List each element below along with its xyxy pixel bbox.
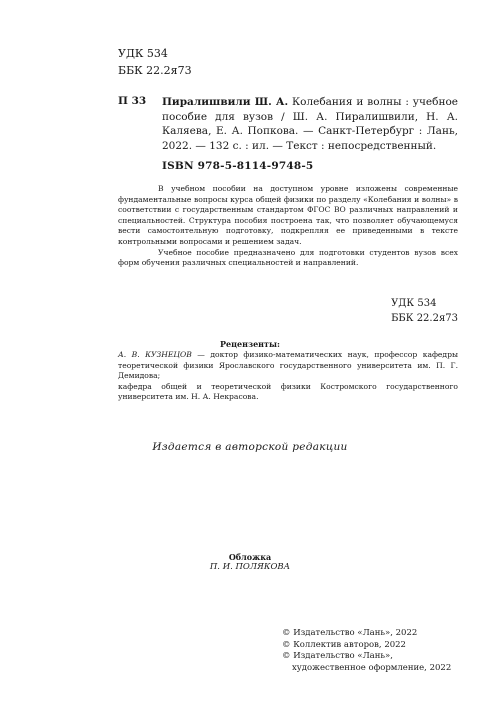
copyright-line: © Издательство «Лань», xyxy=(282,651,393,661)
annotation xyxy=(118,184,458,269)
copyright-line: художественное оформление, 2022 xyxy=(292,662,452,673)
cover-title: Обложка xyxy=(228,552,272,562)
bbk-code: ББК 22.2я73 xyxy=(118,64,192,77)
isbn: ISBN 978-5-8114-9748-5 xyxy=(162,160,314,172)
udk-footer xyxy=(391,296,458,326)
udk-code: УДК 534 xyxy=(391,298,437,309)
cover-designer: П. И. ПОЛЯКОВА xyxy=(209,562,291,572)
bibliographic-text: Колебания и волны : учебное пособие для вузов / Ш. А. Пиралишвили, Н. А. Каляева, Е. А. Попкова. — Санкт-Петербург : Лань, 2022. — 132 с. : ил. — Текст : непосредственный. xyxy=(162,96,458,152)
reviewers-list xyxy=(118,350,458,403)
reviewer-description: — доктор физико-математических наук, профессор кафедры теоретической физики Ярославского государственного университета им. П. Г. Демидова; xyxy=(118,350,458,381)
reviewers-title: Рецензенты: xyxy=(220,339,280,349)
reviewer-entry: кафедра общей и теоретической физики Костромского государственного университета им. Н. А. Некрасова. xyxy=(118,381,458,402)
udk-header xyxy=(118,45,192,79)
copyright-line: © Коллектив авторов, 2022 xyxy=(282,639,406,650)
annotation-paragraph: В учебном пособии на доступном уровне изложены современные фундаментальные вопросы курса общей физики по разделу «Колебания и волны» в соответствии с государственным стандартом ФГОС ВО различных направлений и специальностей. Структура пособия построена так, что позволяет обучающемуся вести самостоятельную подготовку, подкрепляя ее приведенными в тексте контрольными вопросами и решением задач. xyxy=(118,184,458,246)
reviewer-entry xyxy=(118,350,458,382)
copyright-block xyxy=(282,628,482,674)
edition-note: Издается в авторской редакции xyxy=(152,441,348,453)
bibliographic-record xyxy=(162,95,458,153)
udk-code: УДК 534 xyxy=(118,47,168,60)
bbk-code: ББК 22.2я73 xyxy=(391,313,458,324)
catalog-code: П 33 xyxy=(118,95,147,107)
copyright-line: © Издательство «Лань», 2022 xyxy=(282,628,418,638)
reviewer-name: А. В. КУЗНЕЦОВ xyxy=(118,350,192,359)
author-name: Пиралишвили Ш. А. xyxy=(162,96,289,108)
annotation-paragraph: Учебное пособие предназначено для подготовки студентов вузов всех форм обучения различных специальностей и направлений. xyxy=(118,247,458,268)
